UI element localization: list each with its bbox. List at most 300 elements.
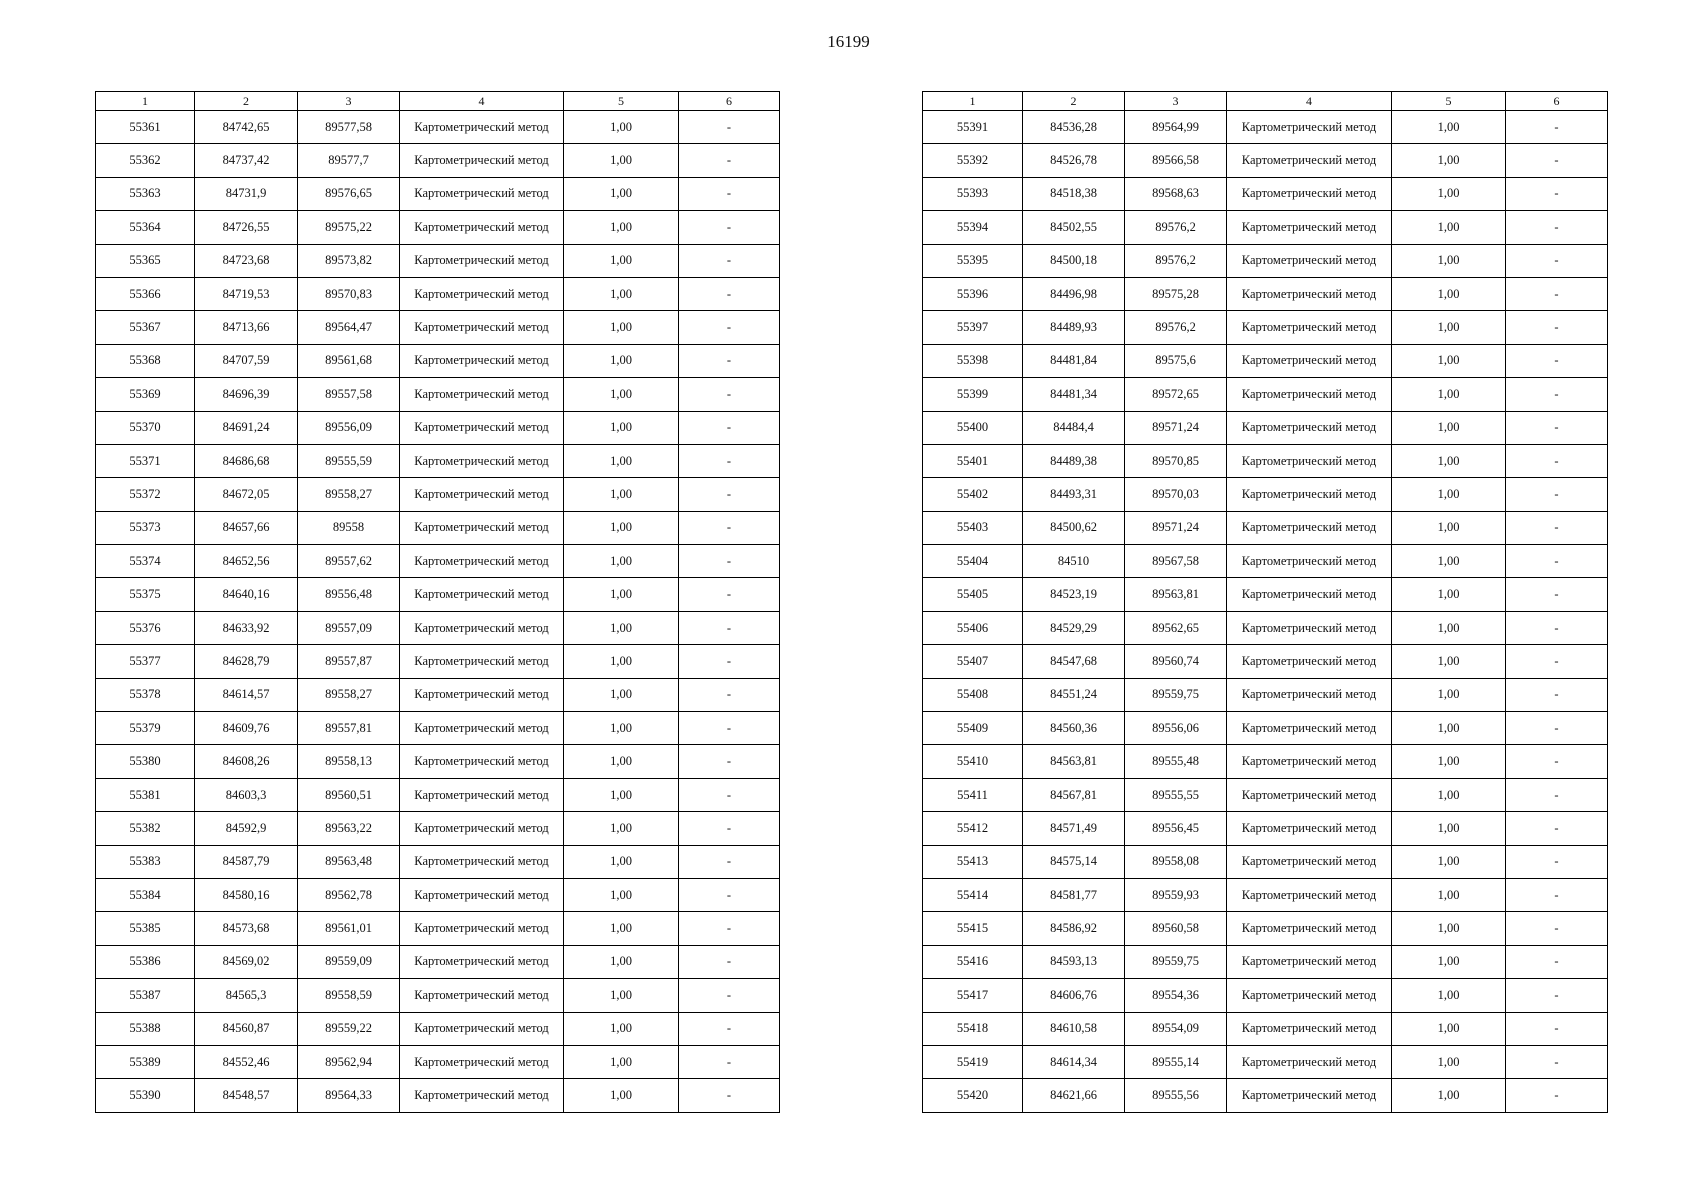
method-cell: Картометрический метод: [400, 211, 564, 244]
point-number-cell: 55361: [96, 111, 195, 144]
y-coordinate-cell: 89557,62: [298, 545, 400, 578]
header-cell: 3: [298, 92, 400, 111]
point-number-cell: 55363: [96, 177, 195, 210]
table-row: [923, 745, 1608, 778]
table-row: [96, 712, 780, 745]
y-coordinate-cell: 89576,2: [1125, 244, 1227, 277]
x-coordinate-cell: 84496,98: [1023, 277, 1125, 310]
point-number-cell: 55364: [96, 211, 195, 244]
method-cell: Картометрический метод: [1227, 344, 1392, 377]
table-row: [923, 144, 1608, 177]
accuracy-cell: 1,00: [564, 578, 679, 611]
point-number-cell: 55408: [923, 678, 1023, 711]
accuracy-cell: 1,00: [564, 712, 679, 745]
point-number-cell: 55407: [923, 645, 1023, 678]
y-coordinate-cell: 89555,55: [1125, 778, 1227, 811]
point-number-cell: 55366: [96, 277, 195, 310]
point-number-cell: 55416: [923, 945, 1023, 978]
table-row: [923, 177, 1608, 210]
description-cell: -: [1506, 979, 1608, 1012]
x-coordinate-cell: 84586,92: [1023, 912, 1125, 945]
accuracy-cell: 1,00: [1392, 378, 1506, 411]
table-row: [923, 311, 1608, 344]
x-coordinate-cell: 84723,68: [195, 244, 298, 277]
point-number-cell: 55368: [96, 344, 195, 377]
description-cell: -: [679, 144, 780, 177]
y-coordinate-cell: 89555,59: [298, 444, 400, 477]
method-cell: Картометрический метод: [400, 678, 564, 711]
table-row: [96, 177, 780, 210]
accuracy-cell: 1,00: [1392, 244, 1506, 277]
description-cell: -: [1506, 912, 1608, 945]
accuracy-cell: 1,00: [1392, 845, 1506, 878]
point-number-cell: 55400: [923, 411, 1023, 444]
table-row: [96, 678, 780, 711]
description-cell: -: [679, 745, 780, 778]
y-coordinate-cell: 89556,45: [1125, 812, 1227, 845]
description-cell: -: [1506, 712, 1608, 745]
table-row: [96, 945, 780, 978]
y-coordinate-cell: 89561,68: [298, 344, 400, 377]
x-coordinate-cell: 84726,55: [195, 211, 298, 244]
header-cell: 2: [1023, 92, 1125, 111]
description-cell: -: [679, 378, 780, 411]
description-cell: -: [679, 878, 780, 911]
accuracy-cell: 1,00: [564, 611, 679, 644]
y-coordinate-cell: 89554,36: [1125, 979, 1227, 1012]
y-coordinate-cell: 89570,83: [298, 277, 400, 310]
table-row: [96, 244, 780, 277]
method-cell: Картометрический метод: [1227, 244, 1392, 277]
y-coordinate-cell: 89557,87: [298, 645, 400, 678]
accuracy-cell: 1,00: [1392, 311, 1506, 344]
table-row: [923, 979, 1608, 1012]
table-row: [923, 945, 1608, 978]
point-number-cell: 55385: [96, 912, 195, 945]
header-cell: 3: [1125, 92, 1227, 111]
point-number-cell: 55377: [96, 645, 195, 678]
point-number-cell: 55418: [923, 1012, 1023, 1045]
description-cell: -: [679, 845, 780, 878]
table-row: [923, 244, 1608, 277]
accuracy-cell: 1,00: [1392, 211, 1506, 244]
method-cell: Картометрический метод: [400, 578, 564, 611]
table-row: [96, 1079, 780, 1112]
x-coordinate-cell: 84606,76: [1023, 979, 1125, 1012]
point-number-cell: 55415: [923, 912, 1023, 945]
table-row: [96, 878, 780, 911]
header-row: [923, 92, 1608, 111]
point-number-cell: 55412: [923, 812, 1023, 845]
point-number-cell: 55406: [923, 611, 1023, 644]
table-row: [923, 478, 1608, 511]
table-row: [96, 277, 780, 310]
y-coordinate-cell: 89559,93: [1125, 878, 1227, 911]
description-cell: -: [679, 812, 780, 845]
method-cell: Картометрический метод: [1227, 478, 1392, 511]
point-number-cell: 55378: [96, 678, 195, 711]
x-coordinate-cell: 84493,31: [1023, 478, 1125, 511]
method-cell: Картометрический метод: [1227, 511, 1392, 544]
y-coordinate-cell: 89577,7: [298, 144, 400, 177]
description-cell: -: [1506, 411, 1608, 444]
table-row: [923, 411, 1608, 444]
description-cell: -: [1506, 444, 1608, 477]
accuracy-cell: 1,00: [1392, 144, 1506, 177]
x-coordinate-cell: 84500,62: [1023, 511, 1125, 544]
y-coordinate-cell: 89558: [298, 511, 400, 544]
point-number-cell: 55388: [96, 1012, 195, 1045]
description-cell: -: [679, 411, 780, 444]
x-coordinate-cell: 84563,81: [1023, 745, 1125, 778]
method-cell: Картометрический метод: [400, 745, 564, 778]
method-cell: Картометрический метод: [400, 144, 564, 177]
header-cell: 4: [1227, 92, 1392, 111]
y-coordinate-cell: 89560,51: [298, 778, 400, 811]
accuracy-cell: 1,00: [1392, 678, 1506, 711]
description-cell: -: [679, 211, 780, 244]
x-coordinate-cell: 84500,18: [1023, 244, 1125, 277]
description-cell: -: [679, 712, 780, 745]
point-number-cell: 55409: [923, 712, 1023, 745]
x-coordinate-cell: 84603,3: [195, 778, 298, 811]
method-cell: Картометрический метод: [1227, 979, 1392, 1012]
y-coordinate-cell: 89568,63: [1125, 177, 1227, 210]
accuracy-cell: 1,00: [1392, 545, 1506, 578]
accuracy-cell: 1,00: [1392, 945, 1506, 978]
y-coordinate-cell: 89564,33: [298, 1079, 400, 1112]
description-cell: -: [1506, 111, 1608, 144]
method-cell: Картометрический метод: [1227, 912, 1392, 945]
description-cell: -: [1506, 878, 1608, 911]
accuracy-cell: 1,00: [1392, 812, 1506, 845]
accuracy-cell: 1,00: [564, 945, 679, 978]
point-number-cell: 55384: [96, 878, 195, 911]
y-coordinate-cell: 89556,48: [298, 578, 400, 611]
header-cell: 2: [195, 92, 298, 111]
x-coordinate-cell: 84592,9: [195, 812, 298, 845]
y-coordinate-cell: 89558,59: [298, 979, 400, 1012]
point-number-cell: 55404: [923, 545, 1023, 578]
x-coordinate-cell: 84523,19: [1023, 578, 1125, 611]
accuracy-cell: 1,00: [564, 1079, 679, 1112]
point-number-cell: 55397: [923, 311, 1023, 344]
x-coordinate-cell: 84609,76: [195, 712, 298, 745]
accuracy-cell: 1,00: [564, 511, 679, 544]
table-row: [923, 912, 1608, 945]
table-row: [923, 378, 1608, 411]
x-coordinate-cell: 84628,79: [195, 645, 298, 678]
method-cell: Картометрический метод: [1227, 645, 1392, 678]
y-coordinate-cell: 89563,81: [1125, 578, 1227, 611]
point-number-cell: 55414: [923, 878, 1023, 911]
x-coordinate-cell: 84614,34: [1023, 1045, 1125, 1078]
header-cell: 5: [564, 92, 679, 111]
accuracy-cell: 1,00: [564, 411, 679, 444]
method-cell: Картометрический метод: [400, 1079, 564, 1112]
x-coordinate-cell: 84552,46: [195, 1045, 298, 1078]
description-cell: -: [679, 611, 780, 644]
table-row: [923, 545, 1608, 578]
table-row: [96, 311, 780, 344]
y-coordinate-cell: 89570,85: [1125, 444, 1227, 477]
method-cell: Картометрический метод: [1227, 411, 1392, 444]
table-row: [96, 444, 780, 477]
accuracy-cell: 1,00: [564, 878, 679, 911]
y-coordinate-cell: 89560,74: [1125, 645, 1227, 678]
y-coordinate-cell: 89558,27: [298, 478, 400, 511]
method-cell: Картометрический метод: [400, 111, 564, 144]
accuracy-cell: 1,00: [564, 111, 679, 144]
point-number-cell: 55372: [96, 478, 195, 511]
method-cell: Картометрический метод: [400, 378, 564, 411]
y-coordinate-cell: 89556,06: [1125, 712, 1227, 745]
point-number-cell: 55362: [96, 144, 195, 177]
accuracy-cell: 1,00: [564, 678, 679, 711]
y-coordinate-cell: 89567,58: [1125, 545, 1227, 578]
method-cell: Картометрический метод: [400, 945, 564, 978]
y-coordinate-cell: 89558,13: [298, 745, 400, 778]
description-cell: -: [679, 945, 780, 978]
y-coordinate-cell: 89558,08: [1125, 845, 1227, 878]
x-coordinate-cell: 84737,42: [195, 144, 298, 177]
x-coordinate-cell: 84580,16: [195, 878, 298, 911]
x-coordinate-cell: 84551,24: [1023, 678, 1125, 711]
x-coordinate-cell: 84593,13: [1023, 945, 1125, 978]
y-coordinate-cell: 89555,14: [1125, 1045, 1227, 1078]
table-row: [96, 979, 780, 1012]
accuracy-cell: 1,00: [564, 144, 679, 177]
table-row: [923, 277, 1608, 310]
method-cell: Картометрический метод: [400, 1012, 564, 1045]
description-cell: -: [1506, 745, 1608, 778]
method-cell: Картометрический метод: [1227, 1045, 1392, 1078]
y-coordinate-cell: 89575,28: [1125, 277, 1227, 310]
method-cell: Картометрический метод: [400, 645, 564, 678]
accuracy-cell: 1,00: [1392, 778, 1506, 811]
table-row: [96, 1012, 780, 1045]
accuracy-cell: 1,00: [1392, 578, 1506, 611]
point-number-cell: 55402: [923, 478, 1023, 511]
table-row: [96, 845, 780, 878]
x-coordinate-cell: 84713,66: [195, 311, 298, 344]
accuracy-cell: 1,00: [564, 1045, 679, 1078]
accuracy-cell: 1,00: [1392, 979, 1506, 1012]
description-cell: -: [1506, 578, 1608, 611]
y-coordinate-cell: 89559,09: [298, 945, 400, 978]
method-cell: Картометрический метод: [400, 845, 564, 878]
point-number-cell: 55365: [96, 244, 195, 277]
x-coordinate-cell: 84581,77: [1023, 878, 1125, 911]
method-cell: Картометрический метод: [400, 244, 564, 277]
table-row: [96, 411, 780, 444]
y-coordinate-cell: 89566,58: [1125, 144, 1227, 177]
accuracy-cell: 1,00: [1392, 177, 1506, 210]
x-coordinate-cell: 84484,4: [1023, 411, 1125, 444]
table-row: [96, 778, 780, 811]
description-cell: -: [1506, 611, 1608, 644]
x-coordinate-cell: 84633,92: [195, 611, 298, 644]
table-row: [923, 578, 1608, 611]
y-coordinate-cell: 89573,82: [298, 244, 400, 277]
point-number-cell: 55405: [923, 578, 1023, 611]
y-coordinate-cell: 89561,01: [298, 912, 400, 945]
description-cell: -: [679, 1045, 780, 1078]
x-coordinate-cell: 84573,68: [195, 912, 298, 945]
x-coordinate-cell: 84657,66: [195, 511, 298, 544]
accuracy-cell: 1,00: [564, 311, 679, 344]
point-number-cell: 55370: [96, 411, 195, 444]
table-row: [96, 344, 780, 377]
description-cell: -: [1506, 478, 1608, 511]
x-coordinate-cell: 84567,81: [1023, 778, 1125, 811]
table-row: [923, 344, 1608, 377]
x-coordinate-cell: 84518,38: [1023, 177, 1125, 210]
method-cell: Картометрический метод: [400, 912, 564, 945]
y-coordinate-cell: 89557,58: [298, 378, 400, 411]
y-coordinate-cell: 89563,48: [298, 845, 400, 878]
table-header: [923, 92, 1608, 111]
method-cell: Картометрический метод: [400, 1045, 564, 1078]
accuracy-cell: 1,00: [1392, 478, 1506, 511]
description-cell: -: [1506, 845, 1608, 878]
y-coordinate-cell: 89560,58: [1125, 912, 1227, 945]
point-number-cell: 55387: [96, 979, 195, 1012]
description-cell: -: [1506, 344, 1608, 377]
x-coordinate-cell: 84652,56: [195, 545, 298, 578]
description-cell: -: [679, 1012, 780, 1045]
description-cell: -: [679, 1079, 780, 1112]
method-cell: Картометрический метод: [1227, 444, 1392, 477]
y-coordinate-cell: 89555,56: [1125, 1079, 1227, 1112]
y-coordinate-cell: 89556,09: [298, 411, 400, 444]
method-cell: Картометрический метод: [1227, 745, 1392, 778]
y-coordinate-cell: 89562,65: [1125, 611, 1227, 644]
description-cell: -: [1506, 177, 1608, 210]
x-coordinate-cell: 84560,36: [1023, 712, 1125, 745]
method-cell: Картометрический метод: [400, 311, 564, 344]
point-number-cell: 55410: [923, 745, 1023, 778]
method-cell: Картометрический метод: [400, 878, 564, 911]
table-row: [923, 511, 1608, 544]
method-cell: Картометрический метод: [1227, 712, 1392, 745]
method-cell: Картометрический метод: [400, 177, 564, 210]
header-cell: 1: [96, 92, 195, 111]
accuracy-cell: 1,00: [1392, 511, 1506, 544]
point-number-cell: 55391: [923, 111, 1023, 144]
y-coordinate-cell: 89555,48: [1125, 745, 1227, 778]
y-coordinate-cell: 89554,09: [1125, 1012, 1227, 1045]
accuracy-cell: 1,00: [564, 211, 679, 244]
accuracy-cell: 1,00: [564, 378, 679, 411]
description-cell: -: [1506, 1045, 1608, 1078]
description-cell: -: [679, 111, 780, 144]
x-coordinate-cell: 84565,3: [195, 979, 298, 1012]
point-number-cell: 55379: [96, 712, 195, 745]
y-coordinate-cell: 89572,65: [1125, 378, 1227, 411]
description-cell: -: [1506, 378, 1608, 411]
point-number-cell: 55371: [96, 444, 195, 477]
description-cell: -: [1506, 244, 1608, 277]
point-number-cell: 55396: [923, 277, 1023, 310]
table-row: [923, 211, 1608, 244]
description-cell: -: [1506, 311, 1608, 344]
coordinates-table-right: [922, 91, 1608, 1113]
y-coordinate-cell: 89575,6: [1125, 344, 1227, 377]
y-coordinate-cell: 89563,22: [298, 812, 400, 845]
y-coordinate-cell: 89576,2: [1125, 311, 1227, 344]
method-cell: Картометрический метод: [1227, 578, 1392, 611]
accuracy-cell: 1,00: [1392, 111, 1506, 144]
accuracy-cell: 1,00: [564, 979, 679, 1012]
accuracy-cell: 1,00: [564, 277, 679, 310]
header-cell: 6: [679, 92, 780, 111]
method-cell: Картометрический метод: [1227, 177, 1392, 210]
method-cell: Картометрический метод: [1227, 678, 1392, 711]
x-coordinate-cell: 84526,78: [1023, 144, 1125, 177]
page-number: 16199: [827, 32, 870, 51]
point-number-cell: 55411: [923, 778, 1023, 811]
description-cell: -: [1506, 277, 1608, 310]
point-number-cell: 55401: [923, 444, 1023, 477]
accuracy-cell: 1,00: [564, 845, 679, 878]
y-coordinate-cell: 89570,03: [1125, 478, 1227, 511]
point-number-cell: 55367: [96, 311, 195, 344]
method-cell: Картометрический метод: [1227, 1012, 1392, 1045]
description-cell: -: [679, 177, 780, 210]
table-row: [96, 912, 780, 945]
x-coordinate-cell: 84548,57: [195, 1079, 298, 1112]
point-number-cell: 55403: [923, 511, 1023, 544]
description-cell: -: [1506, 812, 1608, 845]
method-cell: Картометрический метод: [400, 979, 564, 1012]
description-cell: -: [679, 912, 780, 945]
x-coordinate-cell: 84614,57: [195, 678, 298, 711]
accuracy-cell: 1,00: [1392, 1079, 1506, 1112]
table-row: [923, 778, 1608, 811]
x-coordinate-cell: 84547,68: [1023, 645, 1125, 678]
table-row: [923, 1012, 1608, 1045]
point-number-cell: 55390: [96, 1079, 195, 1112]
accuracy-cell: 1,00: [1392, 745, 1506, 778]
table-row: [923, 845, 1608, 878]
table-row: [96, 578, 780, 611]
point-number-cell: 55389: [96, 1045, 195, 1078]
description-cell: -: [1506, 511, 1608, 544]
header-cell: 6: [1506, 92, 1608, 111]
x-coordinate-cell: 84672,05: [195, 478, 298, 511]
x-coordinate-cell: 84696,39: [195, 378, 298, 411]
table-row: [96, 111, 780, 144]
x-coordinate-cell: 84640,16: [195, 578, 298, 611]
point-number-cell: 55413: [923, 845, 1023, 878]
y-coordinate-cell: 89557,09: [298, 611, 400, 644]
method-cell: Картометрический метод: [1227, 1079, 1392, 1112]
point-number-cell: 55419: [923, 1045, 1023, 1078]
description-cell: -: [679, 478, 780, 511]
method-cell: Картометрический метод: [400, 411, 564, 444]
x-coordinate-cell: 84560,87: [195, 1012, 298, 1045]
x-coordinate-cell: 84529,29: [1023, 611, 1125, 644]
x-coordinate-cell: 84536,28: [1023, 111, 1125, 144]
method-cell: Картометрический метод: [400, 277, 564, 310]
x-coordinate-cell: 84510: [1023, 545, 1125, 578]
point-number-cell: 55375: [96, 578, 195, 611]
table-row: [923, 678, 1608, 711]
y-coordinate-cell: 89571,24: [1125, 511, 1227, 544]
method-cell: Картометрический метод: [400, 778, 564, 811]
method-cell: Картометрический метод: [1227, 945, 1392, 978]
